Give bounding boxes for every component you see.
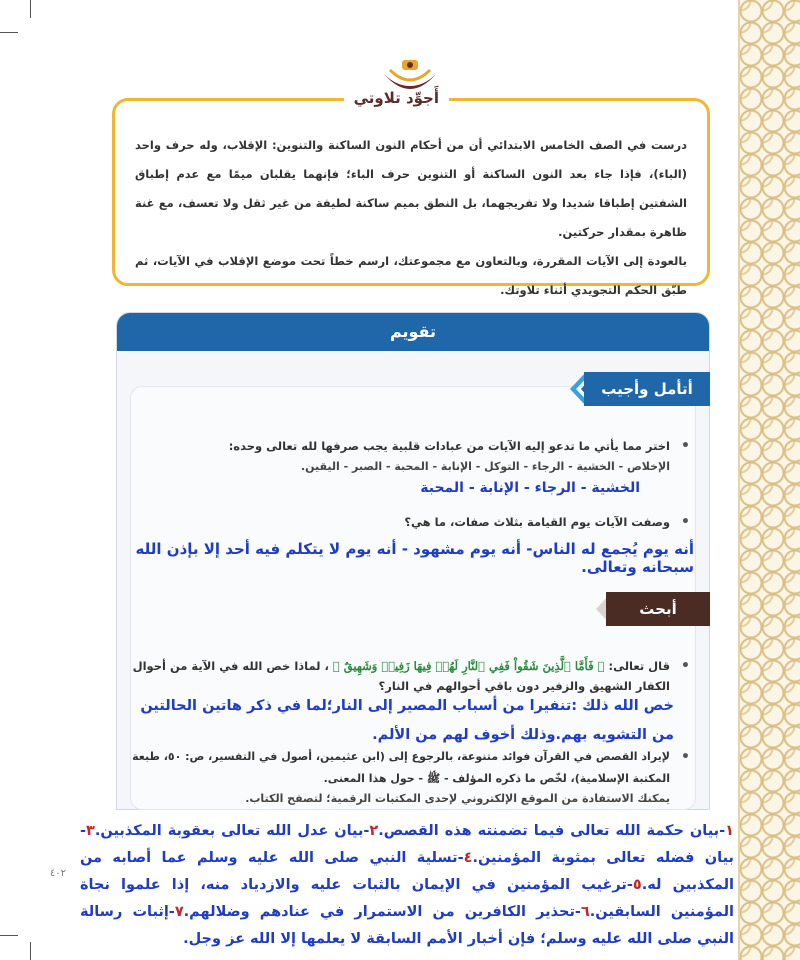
answer-number: ٥ [632, 877, 642, 893]
answer-point: -بيان حكمة الله تعالى فيما تضمنته هذه القصص. [378, 823, 726, 839]
recitation-paragraph: بالعودة إلى الآيات المقررة، وبالتعاون مع مجموعتك، ارسم خطاً تحت موضع الإقلاب في الآيات، ثم طبّق الحكم التجويدي أثناء تلاوتك. [135, 254, 687, 297]
recitation-paragraph: درست في الصف الخامس الابتدائي أن من أحكام النون الساكنة والتنوين: الإقلاب، وله حرف واحد (الباء)، فإذا جاء بعد النون الساكنة أو التنوين حرف الباء؛ فإنهما يقلبان ميمًا مع عدم إطباق الشفتين إطباقا شديدا ولا تفريجهما، بل النطق بميم ساكنة لطيفة من غير ثقل ولا تعسف، مع غنة ظاهرة بمقدار حركتين. [135, 138, 687, 239]
reflect-tag-label: أتأمل وأجيب [584, 372, 710, 406]
question-1-answer: الخشية - الرجاء - الإنابة - المحبة [420, 480, 640, 496]
quran-verse: ﴿ فَأَمَّا ٱلَّذِينَ شَقُواْ فَفِي ٱلنَّارِ لَهُمۡ فِيهَا زَفِيرٞ وَشَهِيقٌ ﴾ [332, 659, 605, 673]
page-number: ٤٠٢ [49, 868, 66, 879]
question-2-answer: أنه يوم يُجمع له الناس- أنه يوم مشهود - أنه يوم لا يتكلم فيه أحد إلا بإذن الله سبحانه وتعالى. [135, 540, 694, 576]
answer-point: -تحذير الكافرين من الاستمرار في عنادهم وضلالهم. [183, 904, 581, 920]
answer-point: -بيان فضله تعالى بمثوبة المؤمنين. [80, 823, 734, 866]
question-3 [130, 656, 670, 696]
question-1-options: الإخلاص - الخشية - الرجاء - التوكل - الإنابة - المحبة - الصبر - اليقين. [300, 460, 670, 473]
crop-mark [0, 935, 18, 936]
question-3-answer: خص الله ذلك :تنفيرا من أسباب المصير إلى النار؛لما في ذكر هاتين الحالتين من التشويه بهم.وذلك أخوف لهم من الألم. [140, 698, 674, 743]
answer-number: ٧ [174, 904, 184, 920]
crop-mark [30, 0, 31, 18]
answer-point: -تسلية النبي صلى الله عليه وسلم عما أصابه من المكذبين له. [80, 850, 735, 893]
recitation-title: أَجوِّد تلاوتي [344, 89, 449, 107]
crop-mark [30, 942, 31, 960]
answer-number: ٢ [369, 823, 379, 839]
answer-point: -ترغيب المؤمنين في الإيمان بالثبات عليه والازدياد منه، إذا علموا نجاة المؤمنين السابقين. [80, 877, 734, 920]
recitation-box [112, 89, 710, 297]
reflect-tag [584, 372, 710, 406]
question-3-intro: قال تعالى: [608, 659, 670, 673]
answer-number: ٤ [463, 850, 473, 866]
search-tag-label: أبحث [606, 592, 710, 626]
search-tag [606, 592, 710, 626]
recitation-text [135, 131, 687, 305]
answer-number: ٣ [86, 823, 95, 839]
evaluation-header: تقويم [117, 313, 709, 351]
answer-point: -إثبات رسالة النبي صلى الله عليه وسلم؛ فإن أخبار الأمم السابقة لا يعلمها إلا الله عز وجل. [80, 904, 734, 947]
question-3-text: ، لماذا خص الله في الآية من أحوال الكفار الشهيق والزفير دون باقي أحوالهم في النار؟ [132, 659, 670, 693]
question-1: اختر مما يأتي ما تدعو إليه الآيات من عبادات قلبية يجب صرفها لله تعالى وحده: • [130, 436, 670, 456]
answer-number: ١ [725, 823, 734, 839]
question-4-note: يمكنك الاستفادة من الموقع الإلكتروني لإحدى المكتبات الرقمية؛ لتصفح الكتاب. [245, 792, 670, 805]
crop-mark [0, 32, 18, 33]
answer-number: ٦ [580, 904, 590, 920]
answer-point: -بيان عدل الله تعالى بعقوبة المكذبين. [94, 823, 370, 839]
question-4: لإيراد القصص في القرآن فوائد متنوعة، بالرجوع إلى (ابن عثيمين، أصول في التفسير، ص: ٥٠، طبعة المكتبة الإسلامية)، لخّص ما ذكره المؤلف - ﷺ - حول هذا المعنى. • [130, 746, 670, 790]
question-2: وصفت الآيات يوم القيامة بثلاث صفات، ما هي؟ • [130, 512, 670, 532]
decorative-border [738, 0, 800, 960]
final-answer [80, 818, 734, 953]
